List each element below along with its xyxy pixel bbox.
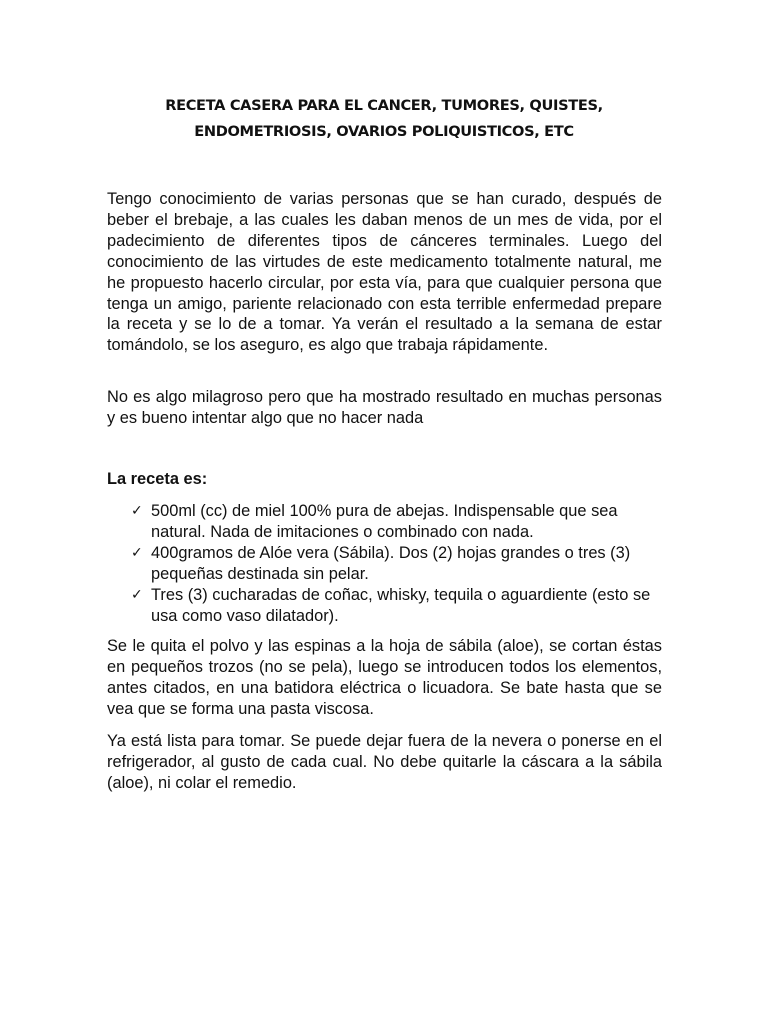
recipe-item <box>131 585 662 627</box>
preparation-paragraph: Se le quita el polvo y las espinas a la hoja de sábila (aloe), se cortan éstas en pequeños trozos (no se pela), luego se introducen todos los elementos, antes citados, en una batidora eléctrica o licuadora. Se bate hasta que se vea que se forma una pasta viscosa. <box>107 637 662 718</box>
recipe-item-text: 400gramos de Alóe vera (Sábila). Dos (2) hojas grandes o tres (3) pequeñas destinada sin pelar. <box>151 543 631 583</box>
recipe-item-text: 500ml (cc) de miel 100% pura de abejas. Indispensable que sea natural. Nada de imitaciones o combinado con nada. <box>151 502 618 541</box>
title-line-1: RECETA CASERA PARA EL CANCER, TUMORES, QUISTES, <box>165 97 603 114</box>
usage-paragraph: Ya está lista para tomar. Se puede dejar fuera de la nevera o ponerse en el refrigerador, al gusto de cada cual. No debe quitarle la cáscara a la sábila (aloe), ni colar el remedio. <box>107 732 662 792</box>
recipe-item <box>131 501 662 543</box>
checkmark-icon: ✓ <box>131 503 143 519</box>
document-title <box>100 93 668 145</box>
recipe-item-text: Tres (3) cucharadas de coñac, whisky, tequila o aguardiente (esto se usa como vaso dilatador). <box>151 585 651 625</box>
intro-paragraph: Tengo conocimiento de varias personas que se han curado, después de beber el brebaje, a las cuales les daban menos de un mes de vida, por el padecimiento de diferentes tipos de cánceres terminales. Luego del conocimiento de las virtudes de este medicamento totalmente natural, me he propuesto hacerlo circular, por esta vía, para que cualquier persona que tenga un amigo, pariente relacionado con esta terrible enfermedad prepare la receta y se lo de a tomar. Ya verán el resultado a la semana de estar tomándolo, se los aseguro, es algo que trabaja rápidamente. <box>107 190 662 355</box>
checkmark-icon: ✓ <box>131 586 143 603</box>
recipe-list <box>131 501 662 626</box>
checkmark-icon: ✓ <box>131 544 143 561</box>
recipe-heading: La receta es: <box>107 470 208 488</box>
recipe-item <box>131 543 662 585</box>
disclaimer-paragraph: No es algo milagroso pero que ha mostrado resultado en muchas personas y es bueno intentar algo que no hacer nada <box>107 388 662 427</box>
title-line-2: ENDOMETRIOSIS, OVARIOS POLIQUISTICOS, ETC <box>194 123 574 140</box>
